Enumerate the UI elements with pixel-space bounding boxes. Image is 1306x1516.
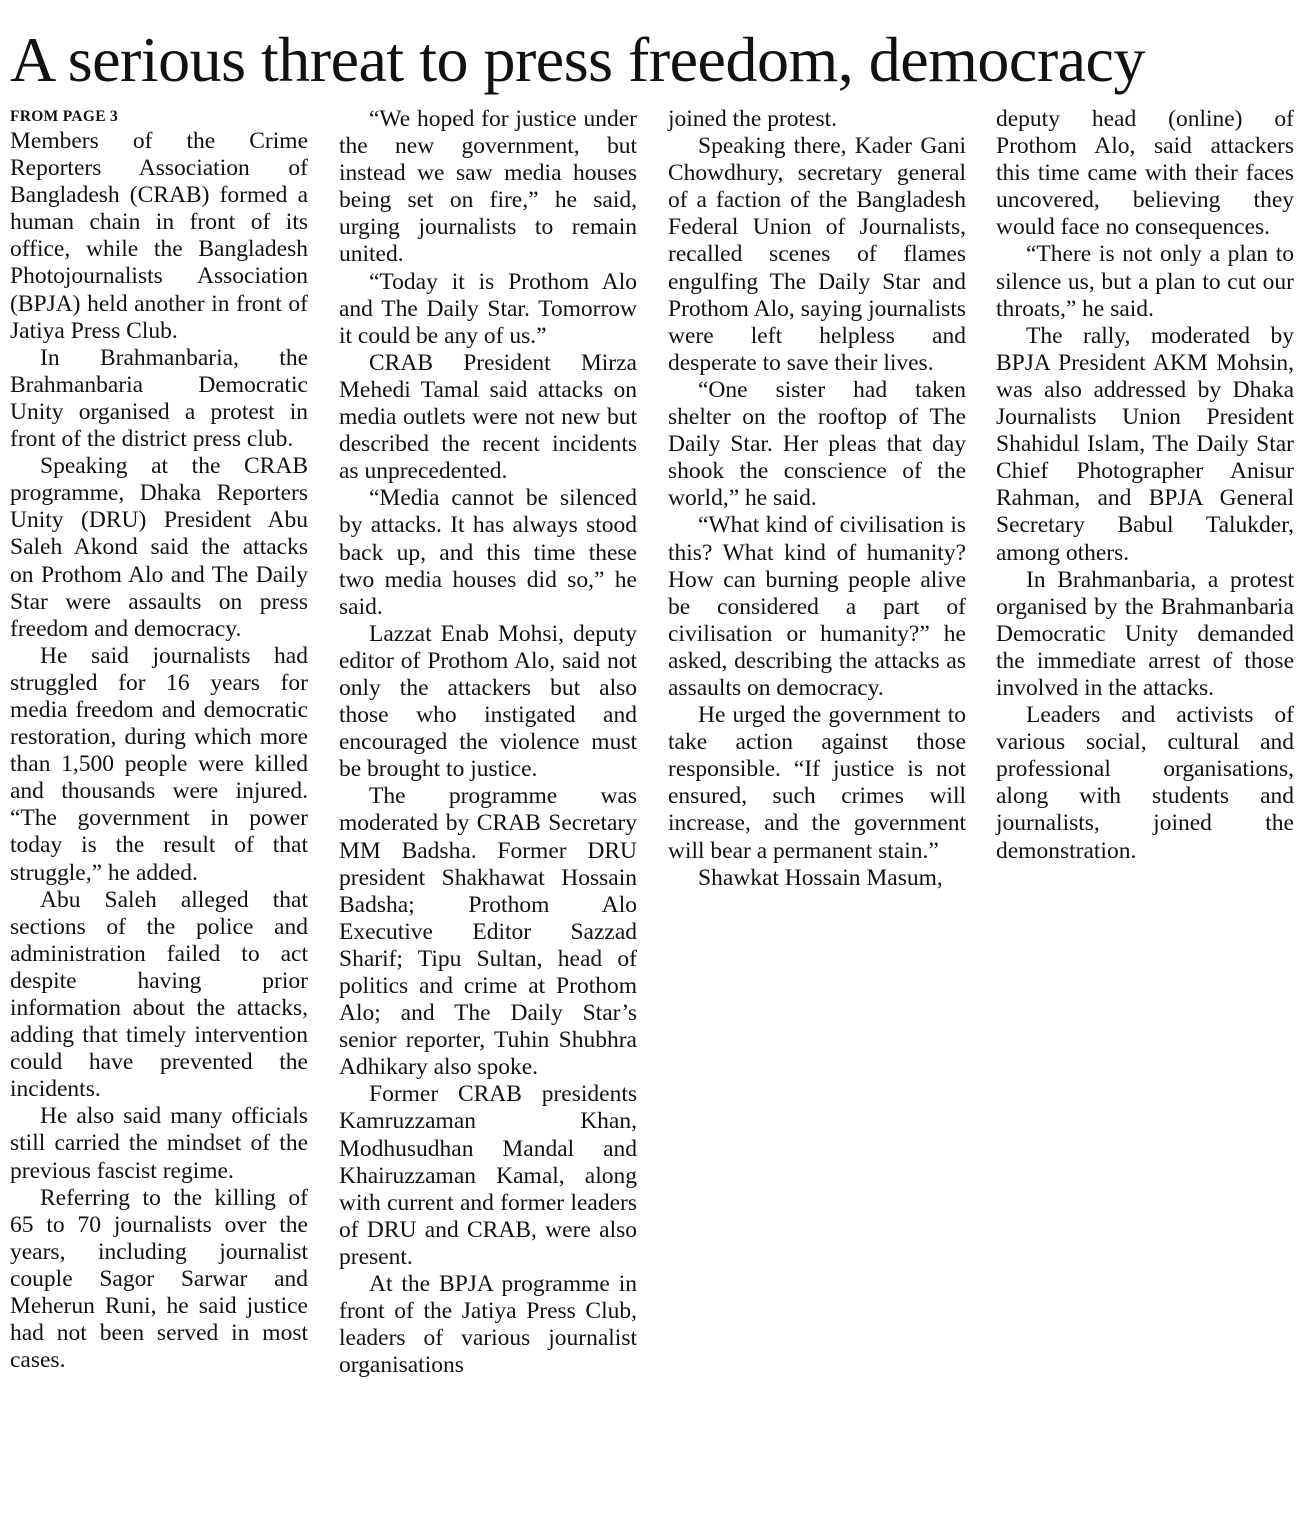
paragraph: Leaders and activists of various social, cultural and professional organisations, along with students and journalists, joined the demonstration.	[996, 702, 1294, 864]
paragraph: “There is not only a plan to silence us, but a plan to cut our throats,” he said.	[996, 241, 1294, 322]
article-column-1	[10, 106, 308, 1374]
paragraph: In Brahmanbaria, the Brahmanbaria Democratic Unity organised a protest in front of the district press club.	[10, 344, 308, 453]
paragraph: Shawkat Hossain Masum,	[698, 864, 943, 891]
paragraph: At the BPJA programme in front of the Jatiya Press Club, leaders of various journalist organisations	[339, 1271, 637, 1379]
paragraph: joined the protest.	[668, 106, 838, 132]
paragraph: Speaking at the CRAB programme, Dhaka Reporters Unity (DRU) President Abu Saleh Akond said the attacks on Prothom Alo and The Daily Star were assaults on press freedom and democracy.	[10, 453, 308, 642]
headline: A serious threat to press freedom, democracy	[10, 24, 1145, 95]
continuation-kicker: FROM PAGE 3	[10, 108, 119, 125]
paragraph: Members of the Crime Reporters Association of Bangladesh (CRAB) formed a human chain in front of its office, while the Bangladesh Photojournalists Association (BPJA) held another in front of Jatiya Press Club.	[10, 128, 308, 344]
paragraph: Lazzat Enab Mohsi, deputy editor of Prothom Alo, said not only the attackers but also those who instigated and encouraged the violence must be brought to justice.	[339, 620, 637, 783]
paragraph: “We hoped for justice under the new government, but instead we saw media houses being set on fire,” he said, urging journalists to remain united.	[339, 106, 637, 268]
paragraph: “Today it is Prothom Alo and The Daily Star. Tomorrow it could be any of us.”	[339, 268, 637, 349]
paragraph: He said journalists had struggled for 16 years for media freedom and democratic restoration, during which more than 1,500 people were killed and thousands were injured. “The government in power today is the result of that struggle,” he added.	[10, 642, 308, 886]
paragraph: Abu Saleh alleged that sections of the police and administration failed to act despite having prior information about the attacks, adding that timely intervention could have prevented the incidents.	[10, 886, 308, 1103]
paragraph: He also said many officials still carried the mindset of the previous fascist regime.	[10, 1103, 308, 1184]
paragraph: In Brahmanbaria, a protest organised by the Brahmanbaria Democratic Unity demanded the immediate arrest of those involved in the attacks.	[996, 566, 1294, 701]
paragraph: “What kind of civilisation is this? What kind of humanity? How can burning people alive be considered a part of civilisation or humanity?” he asked, describing the attacks as assaults on democracy.	[668, 512, 966, 701]
paragraph: The rally, moderated by BPJA President AKM Mohsin, was also addressed by Dhaka Journalists Union President Shahidul Islam, The Daily Star Chief Photographer Anisur Rahman, and BPJA General Secretary Babul Talukder, among others.	[996, 322, 1294, 566]
paragraph: “One sister had taken shelter on the rooftop of The Daily Star. Her pleas that day shook the conscience of the world,” he said.	[668, 376, 966, 512]
article-column-2	[339, 106, 637, 1379]
article-column-4	[996, 106, 1294, 865]
paragraph: Former CRAB presidents Kamruzzaman Khan, Modhusudhan Mandal and Khairuzzaman Kamal, along with current and former leaders of DRU and CRAB, were also present.	[339, 1081, 637, 1270]
paragraph: Referring to the killing of 65 to 70 journalists over the years, including journalist couple Sagor Sarwar and Meherun Runi, he said justice had not been served in most cases.	[10, 1184, 308, 1374]
paragraph: CRAB President Mirza Mehedi Tamal said attacks on media outlets were not new but described the recent incidents as unprecedented.	[339, 349, 637, 485]
paragraph: He urged the government to take action against those responsible. “If justice is not ensured, such crimes will increase, and the government will bear a permanent stain.”	[668, 702, 966, 864]
paragraph: deputy head (online) of Prothom Alo, said attackers this time came with their faces uncovered, believing they would face no consequences.	[996, 106, 1294, 241]
article-column-3	[668, 106, 966, 892]
paragraph: The programme was moderated by CRAB Secretary MM Badsha. Former DRU president Shakhawat Hossain Badsha; Prothom Alo Executive Editor Sazzad Sharif; Tipu Sultan, head of politics and crime at Prothom Alo; and The Daily Star’s senior reporter, Tuhin Shubhra Adhikary also spoke.	[339, 783, 637, 1081]
paragraph: “Media cannot be silenced by attacks. It has always stood back up, and this time these two media houses did so,” he said.	[339, 485, 637, 620]
paragraph: Speaking there, Kader Gani Chowdhury, secretary general of a faction of the Bangladesh Federal Union of Journalists, recalled scenes of flames engulfing The Daily Star and Prothom Alo, saying journalists were left helpless and desperate to save their lives.	[668, 133, 966, 376]
